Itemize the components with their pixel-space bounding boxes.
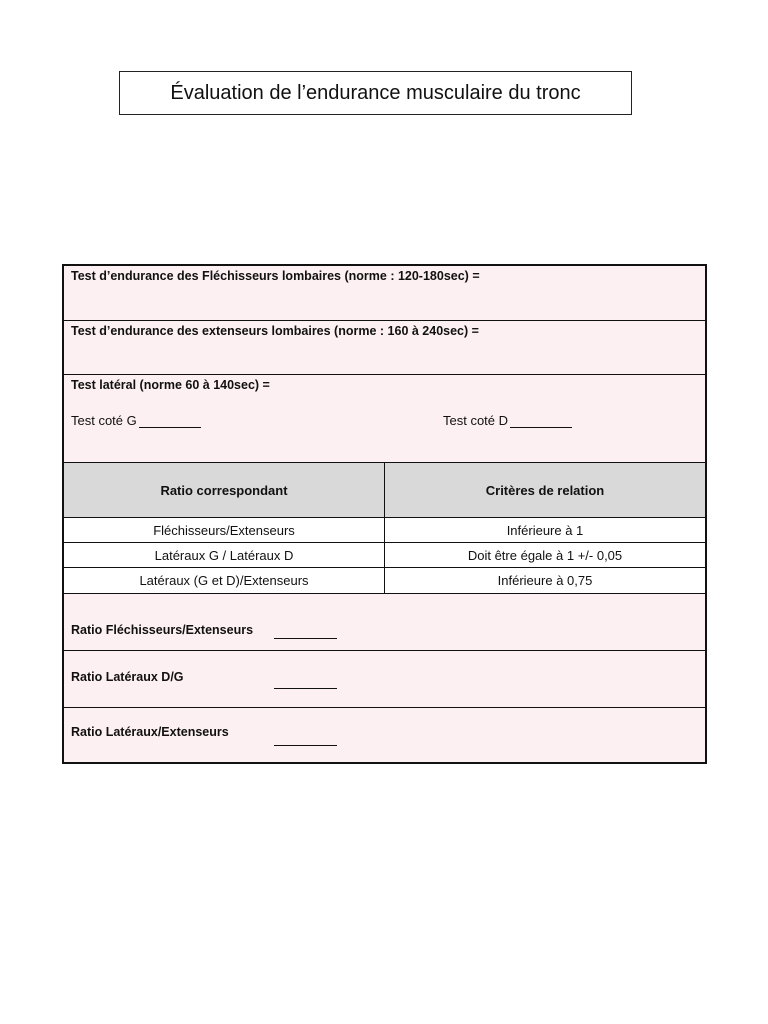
ratio-lateral-extensors-row <box>64 708 705 762</box>
flexors-test-row <box>64 266 705 321</box>
evaluation-form <box>62 264 707 764</box>
table-cell-ratio: Latéraux G / Latéraux D <box>64 543 385 568</box>
extensors-test-label: Test d’endurance des extenseurs lombaires (norme : 160 à 240sec) = <box>71 324 479 338</box>
ratio-criteria-table <box>64 463 705 594</box>
right-side-field <box>443 413 572 428</box>
table-cell-criteria: Doit être égale à 1 +/- 0,05 <box>385 543 705 568</box>
ratio-lateral-dg-label: Ratio Latéraux D/G <box>71 670 184 684</box>
ratio-lateral-dg-blank[interactable] <box>274 688 337 689</box>
page-title: Évaluation de l’endurance musculaire du tronc <box>170 81 581 104</box>
lateral-test-row <box>64 375 705 463</box>
table-cell-criteria: Inférieure à 1 <box>385 518 705 543</box>
table-header-ratio: Ratio correspondant <box>64 463 385 518</box>
ratio-lateral-extensors-blank[interactable] <box>274 745 337 746</box>
flexors-test-label: Test d’endurance des Fléchisseurs lombaires (norme : 120-180sec) = <box>71 269 480 283</box>
right-side-blank[interactable] <box>510 413 572 428</box>
ratio-flexors-extensors-label: Ratio Fléchisseurs/Extenseurs <box>71 623 254 637</box>
lateral-test-label: Test latéral (norme 60 à 140sec) = <box>71 378 270 392</box>
table-header-criteria: Critères de relation <box>385 463 705 518</box>
left-side-field <box>71 413 201 428</box>
ratio-lateral-extensors-label: Ratio Latéraux/Extenseurs <box>71 725 229 739</box>
table-cell-ratio: Latéraux (G et D)/Extenseurs <box>64 568 385 593</box>
table-cell-ratio: Fléchisseurs/Extenseurs <box>64 518 385 543</box>
left-side-blank[interactable] <box>139 413 201 428</box>
table-cell-criteria: Inférieure à 0,75 <box>385 568 705 593</box>
ratio-flexors-extensors-row <box>64 594 705 651</box>
ratio-flexors-extensors-blank[interactable] <box>274 638 337 639</box>
extensors-test-row <box>64 321 705 375</box>
page-title-box <box>119 71 632 115</box>
left-side-label: Test coté G <box>71 413 137 428</box>
right-side-label: Test coté D <box>443 413 509 428</box>
ratio-lateral-dg-row <box>64 651 705 708</box>
